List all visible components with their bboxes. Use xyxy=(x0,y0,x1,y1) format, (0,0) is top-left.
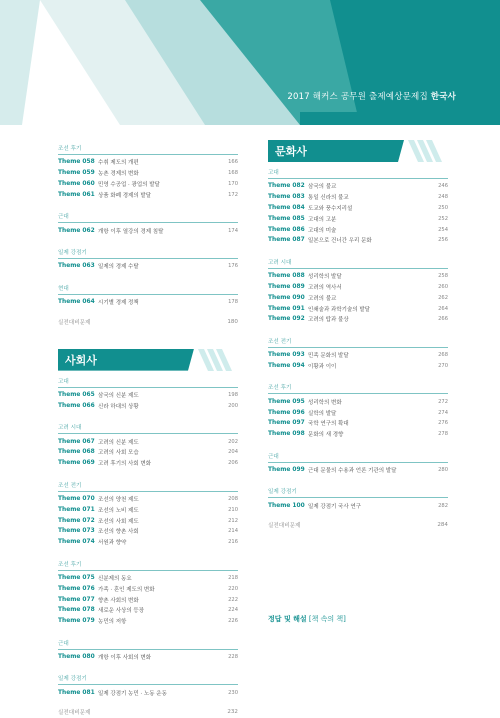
entry-page: 262 xyxy=(438,294,448,301)
entry-title: 민족 문화의 발달 xyxy=(308,353,349,360)
entry-theme: Theme 094 xyxy=(268,362,305,369)
entry-theme: Theme 087 xyxy=(268,237,305,244)
entry-page: 250 xyxy=(438,204,448,211)
entry-theme: Theme 091 xyxy=(268,305,305,312)
section-label: 조선 후기 xyxy=(58,144,238,155)
entry-page: 170 xyxy=(228,180,238,187)
toc-entry[interactable] xyxy=(58,504,238,515)
toc-section xyxy=(268,258,448,325)
entry-title: 신분제의 동요 xyxy=(98,575,132,582)
toc-entry[interactable] xyxy=(58,157,238,168)
entry-title: 일본으로 건너간 우리 문화 xyxy=(308,238,372,245)
entry-page: 198 xyxy=(228,391,238,398)
entry-title: 삼국의 불교 xyxy=(308,184,337,191)
entry-theme: Theme 062 xyxy=(58,227,95,234)
entry-page: 222 xyxy=(228,596,238,603)
entry-title: 조선의 노비 제도 xyxy=(98,507,139,514)
entry-page: 224 xyxy=(228,607,238,614)
toc-entry[interactable] xyxy=(58,390,238,401)
toc-section xyxy=(268,487,448,511)
entry-theme: Theme 072 xyxy=(58,517,95,524)
entry-title: 삼국의 신분 제도 xyxy=(98,392,139,399)
toc-entry[interactable] xyxy=(58,515,238,526)
entry-theme: Theme 061 xyxy=(58,191,95,198)
toc-entry[interactable] xyxy=(58,494,238,505)
section-label: 고려 시대 xyxy=(58,423,238,434)
toc-entry[interactable] xyxy=(58,400,238,411)
toc-section xyxy=(268,452,448,476)
entry-title: 일제 강점기 국사 연구 xyxy=(308,503,362,510)
entry-title: 개항 이후 사회의 변화 xyxy=(98,654,152,661)
entry-title: 실학의 발달 xyxy=(308,410,337,417)
toc-section xyxy=(58,423,238,468)
entry-page: 210 xyxy=(228,506,238,513)
toc-entry[interactable] xyxy=(58,179,238,190)
section-label: 조선 후기 xyxy=(268,383,448,394)
toc-section xyxy=(58,248,238,272)
header-graphic xyxy=(0,0,500,125)
toc-entry[interactable] xyxy=(58,297,238,308)
practice-problems-row[interactable]: 실전대비문제 180 xyxy=(58,318,238,326)
stripe-ornament xyxy=(408,140,448,162)
entry-title: 국학 연구의 확대 xyxy=(308,421,349,428)
entry-title: 신라 하대의 상황 xyxy=(98,403,139,410)
entry-title: 상품 화폐 경제의 발달 xyxy=(98,192,152,199)
toc-entry[interactable] xyxy=(268,303,448,314)
entry-theme: Theme 060 xyxy=(58,180,95,187)
entry-theme: Theme 075 xyxy=(58,574,95,581)
entry-theme: Theme 059 xyxy=(58,170,95,177)
toc-entry[interactable] xyxy=(58,583,238,594)
entry-page: 212 xyxy=(228,517,238,524)
entry-title: 가족 · 혼인 제도의 변화 xyxy=(98,586,155,593)
toc-entry[interactable] xyxy=(268,203,448,214)
entry-theme: Theme 090 xyxy=(268,294,305,301)
entry-theme: Theme 070 xyxy=(58,495,95,502)
entry-page: 248 xyxy=(438,194,448,201)
toc-entry[interactable] xyxy=(268,192,448,203)
toc-entry[interactable] xyxy=(58,168,238,179)
entry-theme: Theme 096 xyxy=(268,409,305,416)
section-label: 현대 xyxy=(58,284,238,295)
entry-theme: Theme 063 xyxy=(58,263,95,270)
toc-entry[interactable] xyxy=(268,235,448,246)
entry-page: 204 xyxy=(228,449,238,456)
toc-entry[interactable] xyxy=(58,537,238,548)
entry-title: 서원과 향약 xyxy=(98,540,127,547)
entry-theme: Theme 089 xyxy=(268,283,305,290)
entry-page: 252 xyxy=(438,215,448,222)
entry-page: 176 xyxy=(228,263,238,270)
entry-theme: Theme 068 xyxy=(58,449,95,456)
entry-title: 고려 후기의 사회 변화 xyxy=(98,461,152,468)
stripe-ornament xyxy=(198,349,238,371)
section-label: 조선 후기 xyxy=(58,560,238,571)
entry-theme: Theme 081 xyxy=(58,689,95,696)
toc-entry[interactable] xyxy=(268,418,448,429)
entry-page: 206 xyxy=(228,460,238,467)
toc-entry[interactable] xyxy=(268,213,448,224)
chapter-heading-social-history: 사회사 xyxy=(58,349,238,371)
entry-title: 문화의 새 경향 xyxy=(308,432,344,439)
toc-entry[interactable] xyxy=(268,271,448,282)
entry-theme: Theme 086 xyxy=(268,226,305,233)
section-label: 일제 강점기 xyxy=(268,487,448,498)
toc-section xyxy=(58,560,238,627)
entry-title: 조선의 향촌 사회 xyxy=(98,529,139,536)
entry-title: 시기별 경제 정책 xyxy=(98,300,139,307)
right-column xyxy=(268,140,448,531)
entry-theme: Theme 098 xyxy=(268,431,305,438)
entry-title: 향촌 사회의 변화 xyxy=(98,597,139,604)
entry-title: 통일 신라의 불교 xyxy=(308,195,349,202)
entry-theme: Theme 064 xyxy=(58,299,95,306)
toc-entry[interactable] xyxy=(58,594,238,605)
toc-section xyxy=(58,639,238,663)
entry-page: 278 xyxy=(438,431,448,438)
toc-section xyxy=(268,383,448,439)
toc-entry[interactable] xyxy=(268,224,448,235)
entry-title: 새로운 사상의 등장 xyxy=(98,608,145,615)
toc-entry[interactable] xyxy=(268,465,448,476)
entry-theme: Theme 082 xyxy=(268,183,305,190)
entry-title: 고대의 미술 xyxy=(308,227,337,234)
entry-theme: Theme 100 xyxy=(268,502,305,509)
entry-theme: Theme 071 xyxy=(58,506,95,513)
entry-theme: Theme 085 xyxy=(268,215,305,222)
entry-page: 200 xyxy=(228,402,238,409)
practice-problems-row[interactable]: 실전대비문제 232 xyxy=(58,709,238,717)
entry-theme: Theme 076 xyxy=(58,585,95,592)
entry-title: 일제 강점기 농민 · 노동 운동 xyxy=(98,690,167,697)
entry-title: 성리학의 변화 xyxy=(308,399,342,406)
entry-theme: Theme 066 xyxy=(58,402,95,409)
entry-theme: Theme 078 xyxy=(58,607,95,614)
entry-page: 254 xyxy=(438,226,448,233)
toc-section xyxy=(268,168,448,246)
toc-entry[interactable] xyxy=(268,292,448,303)
toc-entry[interactable] xyxy=(58,526,238,537)
entry-page: 172 xyxy=(228,191,238,198)
entry-theme: Theme 088 xyxy=(268,273,305,280)
entry-title: 민영 수공업 · 광업의 발달 xyxy=(98,181,160,188)
section-label: 조선 전기 xyxy=(268,337,448,348)
entry-title: 성리학의 발달 xyxy=(308,274,342,281)
toc-entry[interactable] xyxy=(268,282,448,293)
entry-page: 264 xyxy=(438,305,448,312)
entry-page: 208 xyxy=(228,495,238,502)
entry-title: 농촌 경제의 변화 xyxy=(98,171,139,178)
entry-page: 166 xyxy=(228,159,238,166)
entry-title: 도교와 풍수지리설 xyxy=(308,205,353,212)
entry-theme: Theme 080 xyxy=(58,653,95,660)
toc-entry[interactable] xyxy=(268,350,448,361)
toc-entry[interactable] xyxy=(268,181,448,192)
entry-title: 고대의 고분 xyxy=(308,216,337,223)
entry-theme: Theme 077 xyxy=(58,596,95,603)
entry-title: 고려의 역사서 xyxy=(308,284,342,291)
book-title: 2017 해커스 공무원 출제예상문제집 한국사 xyxy=(287,92,456,102)
entry-theme: Theme 073 xyxy=(58,528,95,535)
entry-title: 조선의 양천 제도 xyxy=(98,496,139,503)
toc-entry[interactable] xyxy=(58,447,238,458)
entry-page: 168 xyxy=(228,170,238,177)
entry-title: 고려의 탑과 불상 xyxy=(308,317,349,324)
toc-entry[interactable] xyxy=(58,436,238,447)
toc-entry[interactable] xyxy=(58,261,238,272)
entry-page: 230 xyxy=(228,689,238,696)
entry-page: 256 xyxy=(438,237,448,244)
section-label: 근대 xyxy=(268,452,448,463)
entry-title: 고려의 신분 제도 xyxy=(98,439,139,446)
toc-section xyxy=(58,284,238,308)
entry-title: 고려의 사회 모습 xyxy=(98,450,139,457)
entry-title: 인쇄술과 과학기술의 발달 xyxy=(308,306,370,313)
toc-entry[interactable] xyxy=(58,687,238,698)
entry-theme: Theme 099 xyxy=(268,466,305,473)
toc-entry[interactable] xyxy=(268,500,448,511)
entry-title: 근대 문물의 수용과 언론 기관의 발달 xyxy=(308,467,397,474)
toc-section xyxy=(58,481,238,548)
entry-page: 274 xyxy=(438,409,448,416)
answer-section-label[interactable]: 정답 및 해설 [책 속의 책] xyxy=(268,615,346,623)
chapter-heading-culture-history: 문화사 xyxy=(268,140,448,162)
header-band xyxy=(0,0,500,125)
toc-entry[interactable] xyxy=(58,189,238,200)
entry-page: 270 xyxy=(438,362,448,369)
entry-theme: Theme 097 xyxy=(268,420,305,427)
entry-page: 174 xyxy=(228,227,238,234)
entry-theme: Theme 095 xyxy=(268,398,305,405)
toc-entry[interactable] xyxy=(268,407,448,418)
entry-theme: Theme 058 xyxy=(58,159,95,166)
entry-page: 282 xyxy=(438,502,448,509)
entry-page: 276 xyxy=(438,420,448,427)
entry-page: 214 xyxy=(228,528,238,535)
section-label: 근대 xyxy=(58,212,238,223)
entry-theme: Theme 074 xyxy=(58,539,95,546)
entry-page: 218 xyxy=(228,574,238,581)
toc-section xyxy=(58,377,238,412)
section-label: 일제 강점기 xyxy=(58,674,238,685)
entry-title: 일제의 경제 수탈 xyxy=(98,264,139,271)
section-label: 일제 강점기 xyxy=(58,248,238,259)
toc-section xyxy=(268,337,448,372)
section-label: 고대 xyxy=(268,168,448,179)
entry-theme: Theme 093 xyxy=(268,352,305,359)
entry-title: 개항 이후 열강의 경제 침탈 xyxy=(98,228,164,235)
entry-page: 228 xyxy=(228,653,238,660)
toc-entry[interactable] xyxy=(268,396,448,407)
entry-page: 226 xyxy=(228,618,238,625)
entry-theme: Theme 069 xyxy=(58,460,95,467)
toc-section xyxy=(58,144,238,200)
entry-theme: Theme 092 xyxy=(268,316,305,323)
toc-entry[interactable] xyxy=(58,458,238,469)
toc-entry[interactable] xyxy=(268,429,448,440)
entry-page: 178 xyxy=(228,299,238,306)
section-label: 조선 전기 xyxy=(58,481,238,492)
entry-page: 260 xyxy=(438,283,448,290)
toc-entry[interactable] xyxy=(58,652,238,663)
toc-entry[interactable] xyxy=(268,361,448,372)
toc-entry[interactable] xyxy=(58,573,238,584)
entry-page: 216 xyxy=(228,539,238,546)
entry-page: 258 xyxy=(438,273,448,280)
entry-theme: Theme 067 xyxy=(58,438,95,445)
entry-page: 220 xyxy=(228,585,238,592)
toc-entry[interactable] xyxy=(58,225,238,236)
entry-page: 266 xyxy=(438,316,448,323)
entry-page: 280 xyxy=(438,466,448,473)
entry-theme: Theme 065 xyxy=(58,391,95,398)
entry-theme: Theme 083 xyxy=(268,194,305,201)
entry-title: 고려의 불교 xyxy=(308,295,337,302)
toc-entry[interactable] xyxy=(58,605,238,616)
entry-title: 농민의 저항 xyxy=(98,619,127,626)
entry-page: 246 xyxy=(438,183,448,190)
entry-page: 268 xyxy=(438,352,448,359)
entry-theme: Theme 079 xyxy=(58,618,95,625)
entry-page: 202 xyxy=(228,438,238,445)
entry-theme: Theme 084 xyxy=(268,204,305,211)
practice-problems-row[interactable]: 실전대비문제 284 xyxy=(268,522,448,530)
section-label: 고려 시대 xyxy=(268,258,448,269)
entry-title: 조선의 사회 제도 xyxy=(98,518,139,525)
toc-entry[interactable] xyxy=(268,314,448,325)
section-label: 고대 xyxy=(58,377,238,388)
left-column xyxy=(58,144,238,718)
toc-section xyxy=(58,212,238,236)
entry-title: 이황과 이이 xyxy=(308,363,337,370)
section-label: 근대 xyxy=(58,639,238,650)
toc-section xyxy=(58,674,238,698)
entry-title: 수취 제도의 개편 xyxy=(98,160,139,167)
toc-entry[interactable] xyxy=(58,616,238,627)
entry-page: 272 xyxy=(438,398,448,405)
